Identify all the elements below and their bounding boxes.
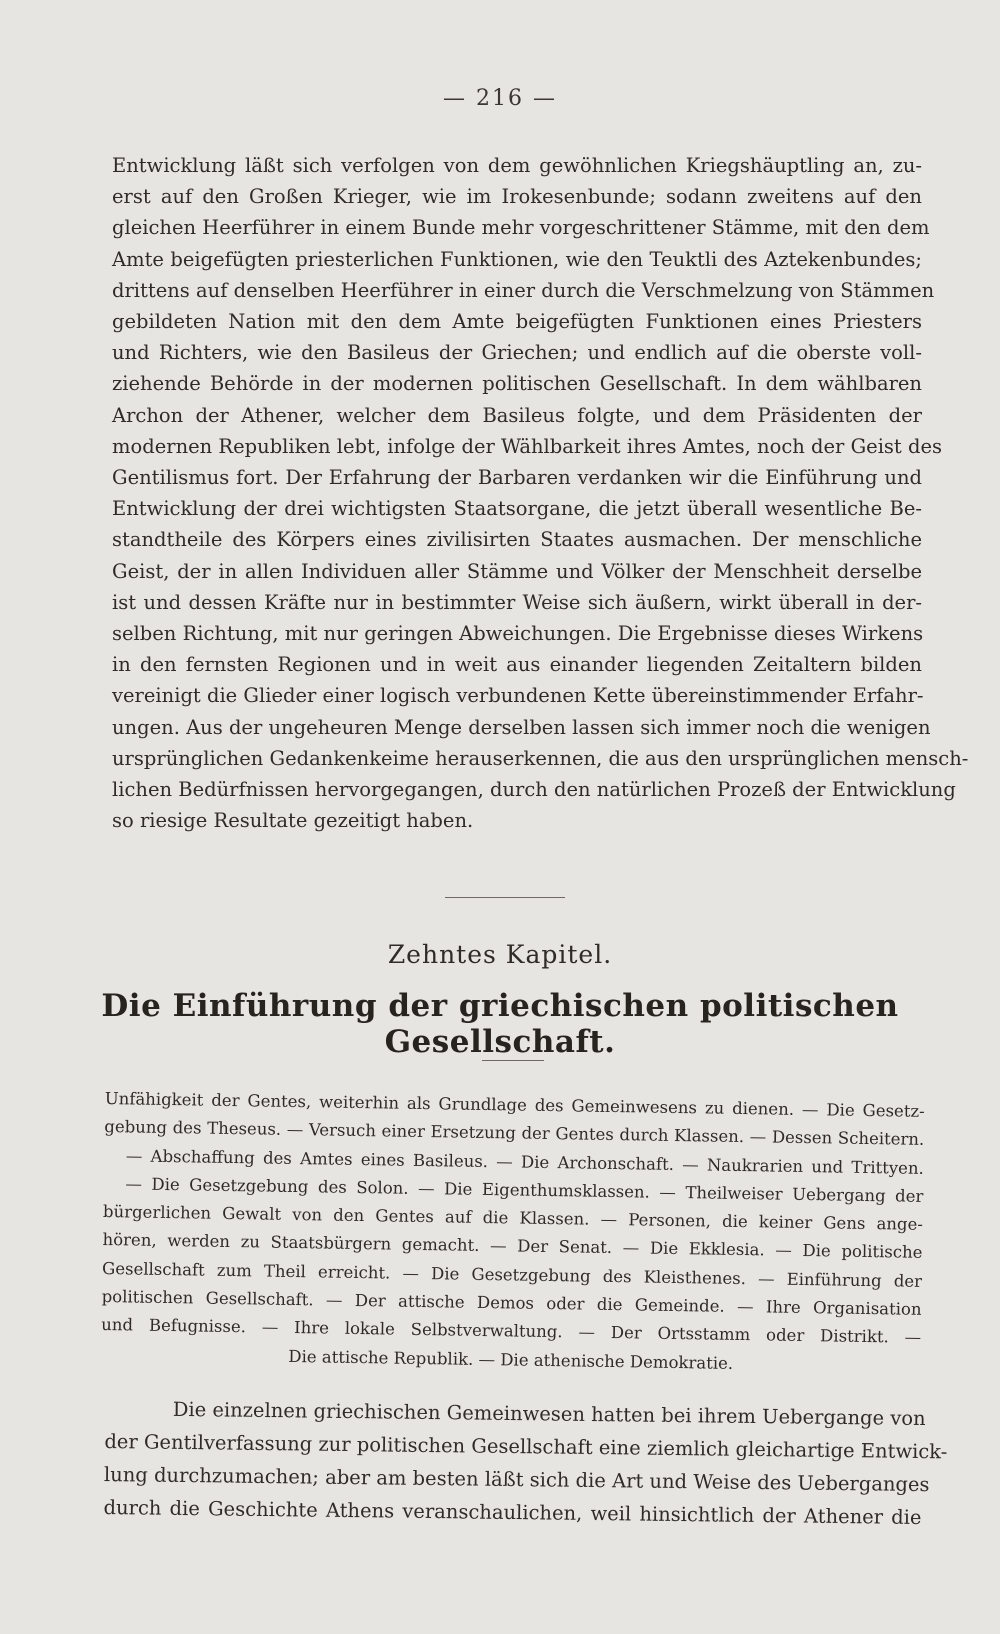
text-line: ziehende Behörde in der modernen politischen Gesellschaft. In dem wählbaren xyxy=(112,372,922,396)
summary-line: politischen Gesellschaft. — Der attische Demos oder die Gemeinde. — Ihre Organisation xyxy=(101,1287,922,1319)
text-line: Geist, der in allen Individuen aller Stämme und Völker der Menschheit derselbe xyxy=(112,559,922,583)
text-line: in den fernsten Regionen und in weit aus einander liegenden Zeitaltern bilden xyxy=(112,653,922,677)
text-line: so riesige Resultate gezeitigt haben. xyxy=(112,809,474,833)
page-number: — 216 — xyxy=(443,86,557,111)
summary-line: Gesellschaft zum Theil erreicht. — Die Gesetzgebung des Kleisthenes. — Einführung der xyxy=(101,1258,923,1291)
title-divider xyxy=(482,1060,544,1061)
text-line: Entwicklung der drei wichtigsten Staatsorgane, die jetzt überall wesentliche Be- xyxy=(112,497,922,521)
text-line: und Richters, wie den Basileus der Griechen; und endlich auf die oberste voll- xyxy=(112,341,922,365)
summary-line: bürgerlichen Gewalt von den Gentes auf die Klassen. — Personen, die keiner Gens ange- xyxy=(102,1202,924,1235)
summary-line: — Abschaffung des Amtes eines Basileus. — Die Archonschaft. — Naukrarien und Trittyen. xyxy=(125,1145,924,1178)
text-line: ist und dessen Kräfte nur in bestimmter Weise sich äußern, wirkt überall in der- xyxy=(112,590,922,614)
body-paragraph xyxy=(112,150,969,836)
text-line: ursprünglichen Gedankenkeime herauserkennen, die aus den ursprünglichen mensch- xyxy=(112,746,969,770)
text-line: erst auf den Großen Krieger, wie im Irokesenbunde; sodann zweitens auf den xyxy=(112,185,922,209)
text-line: selben Richtung, mit nur geringen Abweichungen. Die Ergebnisse dieses Wirkens xyxy=(112,622,924,646)
chapter-label: Zehntes Kapitel. xyxy=(387,940,613,969)
text-line: lichen Bedürfnissen hervorgegangen, durch den natürlichen Prozeß der Entwicklung xyxy=(112,778,956,802)
chapter-summary xyxy=(101,1085,925,1381)
text-line: lung durchzumachen; aber am besten läßt sich die Art und Weise des Ueberganges xyxy=(103,1462,930,1497)
text-line: standtheile des Körpers eines zivilisirten Staates ausmachen. Der menschliche xyxy=(112,528,922,552)
chapter-title: Die Einführung der griechischen politischen Gesellschaft. xyxy=(101,988,899,1060)
opening-paragraph xyxy=(103,1392,948,1534)
text-line: Archon der Athener, welcher dem Basileus folgte, und dem Präsidenten der xyxy=(112,403,922,427)
text-line: Die einzelnen griechischen Gemeinwesen hatten bei ihrem Uebergange von xyxy=(172,1397,926,1431)
text-line: der Gentilverfassung zur politischen Gesellschaft eine ziemlich gleichartige Entwick- xyxy=(104,1429,948,1464)
text-line: modernen Republiken lebt, infolge der Wählbarkeit ihres Amtes, noch der Geist des xyxy=(112,434,942,458)
text-line: Gentilismus fort. Der Erfahrung der Barbaren verdanken wir die Einführung und xyxy=(112,466,922,490)
summary-line: gebung des Theseus. — Versuch einer Ersetzung der Gentes durch Klassen. — Dessen Scheitern. xyxy=(104,1117,925,1150)
summary-line: und Befugnisse. — Ihre lokale Selbstverwaltung. — Der Ortsstamm oder Distrikt. — xyxy=(101,1315,922,1348)
text-line: gleichen Heerführer in einem Bunde mehr vorgeschrittener Stämme, mit den dem xyxy=(112,216,930,240)
summary-line: Unfähigkeit der Gentes, weiterhin als Grundlage des Gemeinwesens zu dienen. — Die Gesetz- xyxy=(104,1088,925,1121)
text-line: durch die Geschichte Athens veranschaulichen, weil hinsichtlich der Athener die xyxy=(103,1495,922,1529)
text-line: gebildeten Nation mit den dem Amte beigefügten Funktionen eines Priesters xyxy=(112,310,922,334)
text-line: Entwicklung läßt sich verfolgen von dem gewöhnlichen Kriegshäuptling an, zu- xyxy=(112,154,922,177)
section-divider xyxy=(445,897,565,898)
summary-line: — Die Gesetzgebung des Solon. — Die Eigenthumsklassen. — Theilweiser Uebergang der xyxy=(125,1174,924,1206)
text-line: drittens auf denselben Heerführer in einer durch die Verschmelzung von Stämmen xyxy=(112,278,935,302)
summary-line: Die attische Republik. — Die athenische Demokratie. xyxy=(288,1346,734,1373)
text-line: ungen. Aus der ungeheuren Menge derselben lassen sich immer noch die wenigen xyxy=(112,715,931,739)
text-line: vereinigt die Glieder einer logisch verbundenen Kette übereinstimmender Erfahr- xyxy=(112,684,924,708)
summary-line: hören, werden zu Staatsbürgern gemacht. — Der Senat. — Die Ekklesia. — Die politische xyxy=(102,1230,923,1263)
text-line: Amte beigefügten priesterlichen Funktionen, wie den Teuktli des Aztekenbundes; xyxy=(112,247,922,271)
